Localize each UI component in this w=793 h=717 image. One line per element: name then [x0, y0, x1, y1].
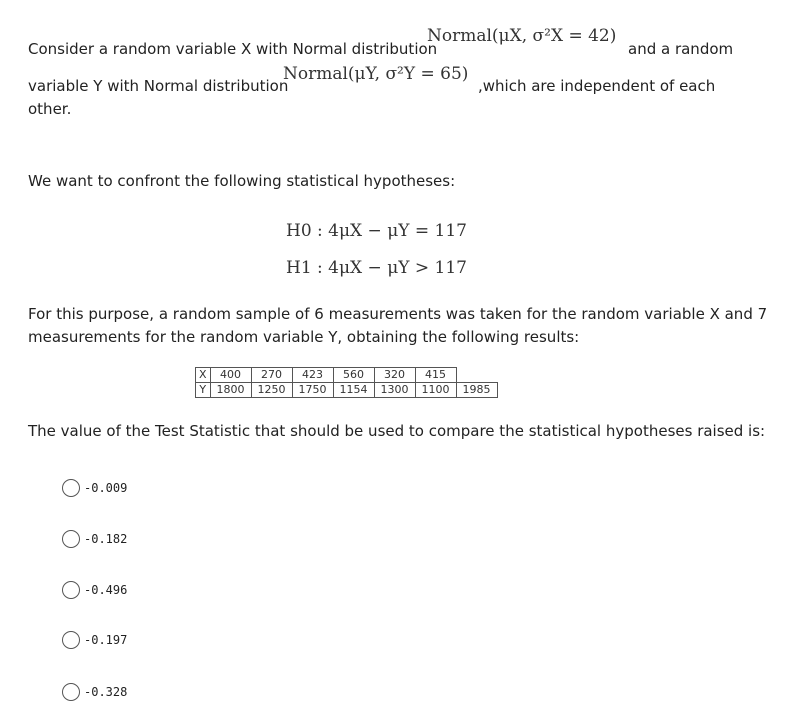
- table-cell: 1100: [415, 383, 456, 398]
- radio-button-icon[interactable]: [62, 530, 80, 548]
- table-cell: 400: [210, 368, 251, 383]
- alternative-hypothesis: H1 : 4μX − μY > 117: [286, 258, 467, 278]
- option-label: -0.328: [84, 685, 128, 699]
- table-row-label-x: X: [196, 368, 211, 383]
- table-cell: 1250: [251, 383, 292, 398]
- radio-button-icon[interactable]: [62, 479, 80, 497]
- data-table: [195, 367, 498, 398]
- hypotheses-intro: We want to confront the following statistical hypotheses:: [28, 172, 456, 190]
- intro-line3-text: other.: [28, 100, 72, 118]
- radio-button-icon[interactable]: [62, 683, 80, 701]
- table-cell: 1300: [374, 383, 415, 398]
- answer-option-1[interactable]: [62, 479, 127, 497]
- table-cell: 560: [333, 368, 374, 383]
- table-cell-empty: [456, 368, 497, 383]
- normal-x-formula: Normal(μX, σ²X = 42): [427, 26, 617, 46]
- answer-option-5[interactable]: [62, 683, 127, 701]
- intro-line1-text: Consider a random variable X with Normal distribution: [28, 40, 438, 58]
- sample-description-line2: measurements for the random variable Y, obtaining the following results:: [28, 328, 580, 346]
- answer-option-3[interactable]: [62, 581, 127, 599]
- table-cell: 1154: [333, 383, 374, 398]
- radio-button-icon[interactable]: [62, 581, 80, 599]
- option-label: -0.182: [84, 532, 128, 546]
- table-row-y: [196, 383, 498, 398]
- option-label: -0.496: [84, 583, 128, 597]
- table-cell: 1750: [292, 383, 333, 398]
- option-label: -0.009: [84, 481, 128, 495]
- question-text: The value of the Test Statistic that should be used to compare the statistical hypotheses raised is:: [28, 422, 766, 440]
- table-row-label-y: Y: [196, 383, 211, 398]
- null-hypothesis: H0 : 4μX − μY = 117: [286, 221, 467, 241]
- table-cell: 270: [251, 368, 292, 383]
- radio-button-icon[interactable]: [62, 631, 80, 649]
- table-cell: 423: [292, 368, 333, 383]
- option-label: -0.197: [84, 633, 128, 647]
- sample-description-line1: For this purpose, a random sample of 6 measurements was taken for the random variable X and 7: [28, 305, 768, 323]
- normal-y-formula: Normal(μY, σ²Y = 65): [283, 64, 469, 84]
- intro-line1-tail: and a random: [628, 40, 734, 58]
- table-cell: 1800: [210, 383, 251, 398]
- answer-option-2[interactable]: [62, 530, 127, 548]
- table-row-x: [196, 368, 498, 383]
- intro-line2-tail: ,which are independent of each: [478, 77, 716, 95]
- intro-line2-text: variable Y with Normal distribution: [28, 77, 289, 95]
- table-cell: 1985: [456, 383, 497, 398]
- table-cell: 415: [415, 368, 456, 383]
- table-cell: 320: [374, 368, 415, 383]
- answer-option-4[interactable]: [62, 631, 127, 649]
